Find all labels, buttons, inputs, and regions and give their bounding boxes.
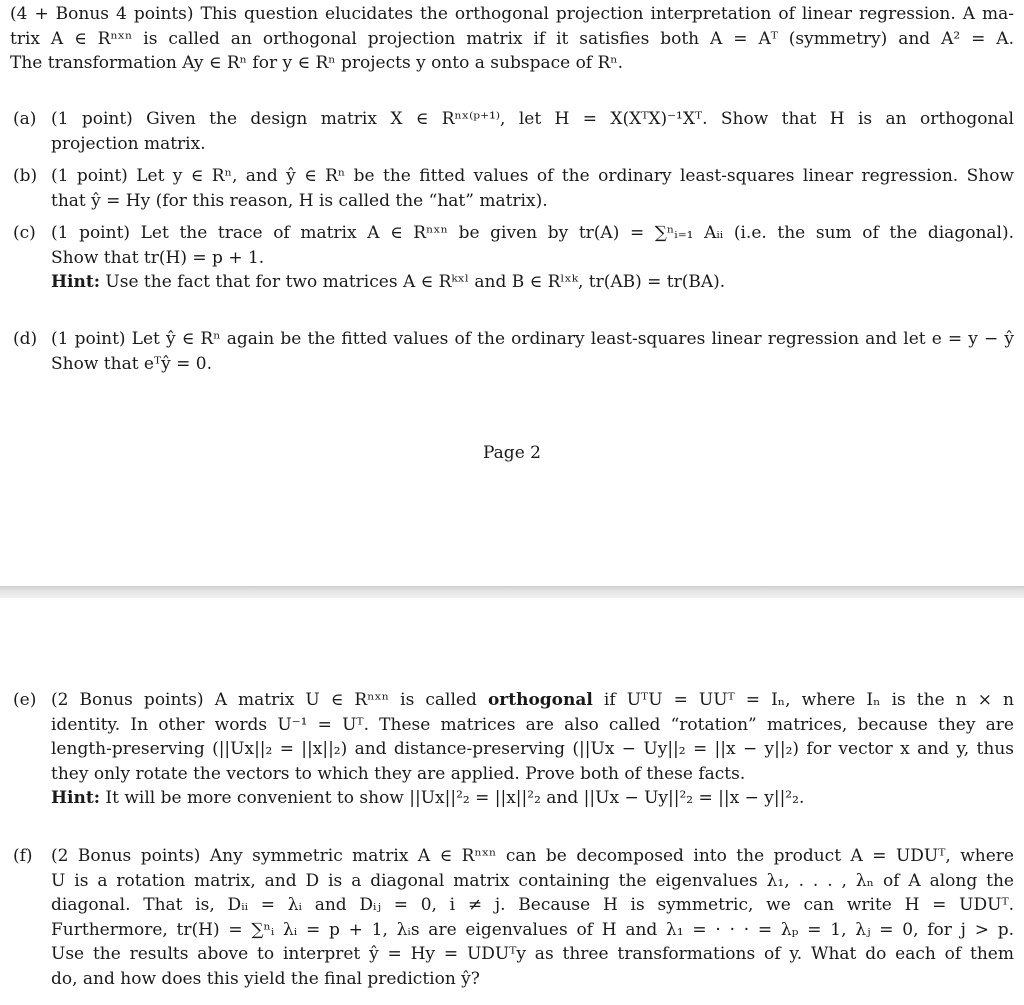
part-e-line-3: length-preserving (||Ux||₂ = ||x||₂) and distance-preserving (||Ux − Uy||₂ = ||x − y||₂) for vector x and y, thus	[51, 739, 1014, 759]
part-b-line-1: (1 point) Let y ∈ Rⁿ, and ŷ ∈ Rⁿ be the fitted values of the ordinary least-squares linear regression. Show	[51, 166, 1014, 186]
intro-line-2: trix A ∈ Rⁿˣⁿ is called an orthogonal projection matrix if it satisfies both A = Aᵀ (symmetry) and A² = A.	[10, 28, 1014, 49]
part-a	[10, 107, 1014, 156]
part-c-label: (c)	[13, 223, 36, 243]
part-c	[10, 221, 1014, 295]
part-b-line-2: that ŷ = Hy (for this reason, H is called the “hat” matrix).	[51, 190, 548, 211]
part-e-line-2: identity. In other words U⁻¹ = Uᵀ. These matrices are also called “rotation” matrices, because they are	[51, 714, 1014, 735]
part-e-line-1c: if UᵀU = UUᵀ = Iₙ, where Iₙ is the n × n	[592, 690, 1014, 710]
part-b	[10, 164, 1014, 213]
intro-line-3: The transformation Ay ∈ Rⁿ for y ∈ Rⁿ projects y onto a subspace of Rⁿ.	[10, 53, 624, 73]
part-e-hint-label: Hint:	[51, 788, 101, 808]
part-f-label: (f)	[13, 846, 33, 866]
part-e-term-orthogonal: orthogonal	[487, 690, 593, 710]
part-a-line-1: (1 point) Given the design matrix X ∈ Rⁿˣ⁽ᵖ⁺¹⁾, let H = X(XᵀX)⁻¹Xᵀ. Show that H is an orthogonal	[51, 109, 1014, 129]
page-2	[0, 598, 1024, 1005]
part-f-line-3: diagonal. That is, Dᵢᵢ = λᵢ and Dᵢⱼ = 0, i ≠ j. Because H is symmetric, we can write H = UDUᵀ.	[51, 895, 1014, 915]
part-c-hint-label: Hint:	[51, 272, 101, 292]
part-a-line-2: projection matrix.	[51, 133, 206, 154]
question-intro	[10, 2, 1014, 76]
part-c-hint	[51, 270, 1014, 295]
part-e-label: (e)	[13, 690, 37, 710]
part-e-hint	[51, 786, 1014, 811]
part-f-line-2: U is a rotation matrix, and D is a diagonal matrix containing the eigenvalues λ₁, . . . , λₙ of A along the	[51, 870, 1014, 891]
part-b-label: (b)	[13, 166, 38, 186]
part-f	[10, 844, 1014, 991]
part-f-line-1: (2 Bonus points) Any symmetric matrix A ∈ Rⁿˣⁿ can be decomposed into the product A = UDUᵀ, where	[51, 846, 1014, 866]
intro-line-1: (4 + Bonus 4 points) This question elucidates the orthogonal projection interpretation of linear regression. A ma-	[10, 4, 1014, 24]
part-c-line-2: Show that tr(H) = p + 1.	[51, 247, 265, 268]
part-e	[10, 688, 1014, 811]
part-d	[10, 327, 1014, 376]
part-e-hint-text: It will be more convenient to show ||Ux||²₂ = ||x||²₂ and ||Ux − Uy||²₂ = ||x − y||²₂.	[100, 788, 805, 808]
part-a-label: (a)	[13, 109, 37, 129]
part-c-line-1: (1 point) Let the trace of matrix A ∈ Rⁿˣⁿ be given by tr(A) = ∑ⁿᵢ₌₁ Aᵢᵢ (i.e. the sum of the diagonal).	[51, 223, 1014, 243]
part-f-line-6: do, and how does this yield the final prediction ŷ?	[51, 968, 480, 989]
part-f-line-4: Furthermore, tr(H) = ∑ⁿᵢ λᵢ = p + 1, λᵢs are eigenvalues of H and λ₁ = · · · = λₚ = 1, λⱼ = 0, for j > p.	[51, 919, 1014, 940]
part-d-line-2: Show that eᵀŷ = 0.	[51, 353, 213, 374]
part-e-line-4: they only rotate the vectors to which they are applied. Prove both of these facts.	[51, 763, 746, 784]
part-e-line-1a: (2 Bonus points) A matrix U ∈ Rⁿˣⁿ is called	[51, 690, 488, 710]
page-separator	[0, 586, 1024, 598]
part-d-label: (d)	[13, 329, 38, 349]
part-e-line-1	[51, 688, 1014, 713]
part-d-line-1: (1 point) Let ŷ ∈ Rⁿ again be the fitted values of the ordinary least-squares linear regression and let e = y − ŷ	[51, 329, 1014, 349]
part-c-hint-text: Use the fact that for two matrices A ∈ Rᵏˣˡ and B ∈ Rˡˣᵏ, tr(AB) = tr(BA).	[100, 272, 726, 292]
page-number: Page 2	[483, 443, 541, 463]
part-f-line-5: Use the results above to interpret ŷ = Hy = UDUᵀy as three transformations of y. What do each of them	[51, 944, 1014, 964]
